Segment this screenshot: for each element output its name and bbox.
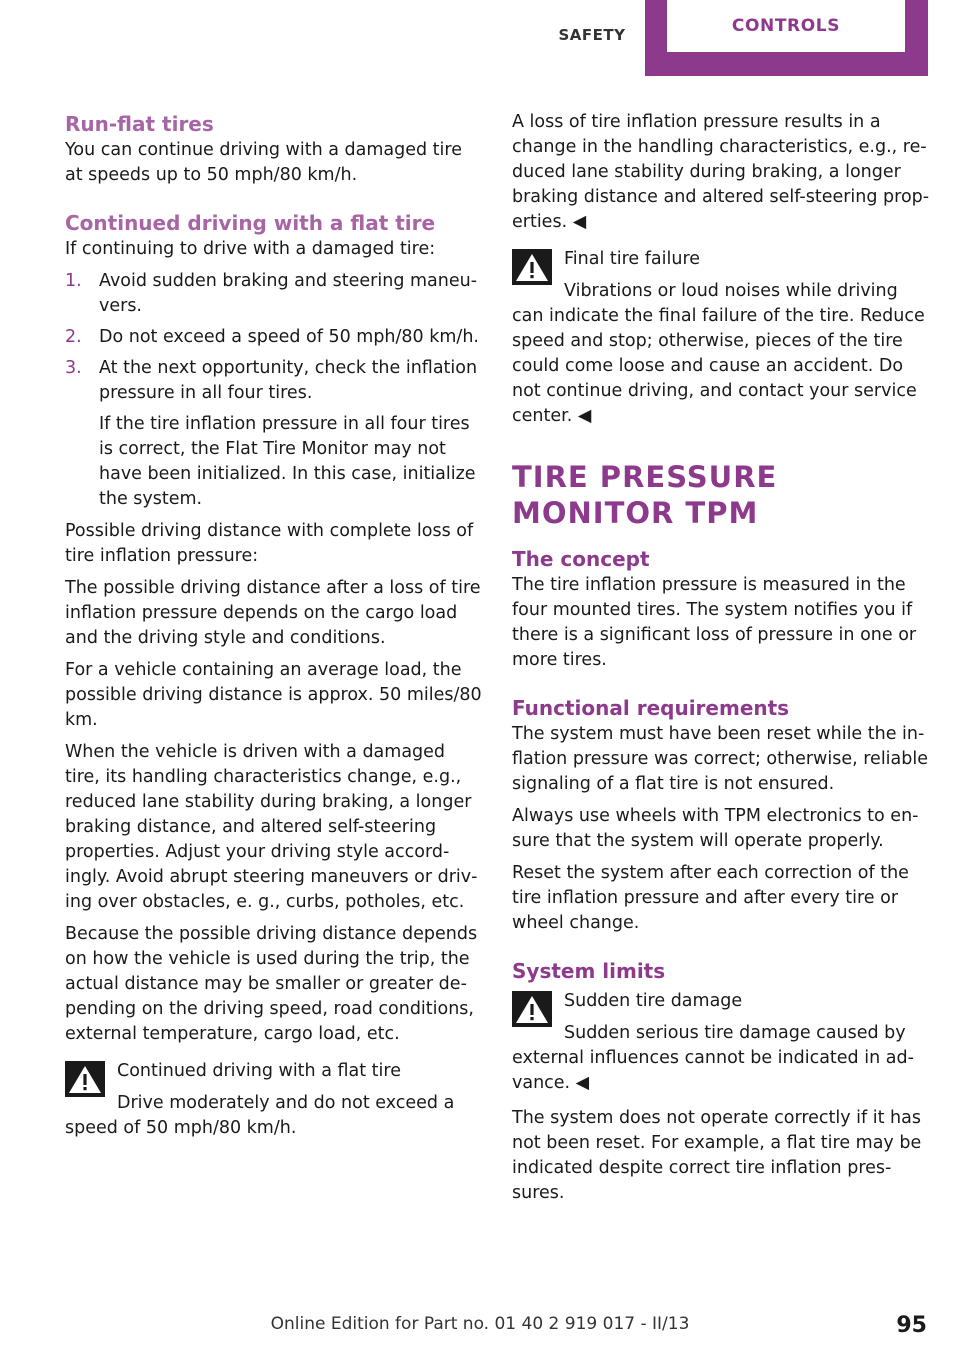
paragraph-limits: The system does not operate correctly if it has not been reset. For example, a flat tire may be indicated despite correct tire inflation pressures. bbox=[512, 1108, 922, 1203]
right-column bbox=[512, 110, 930, 1213]
paragraph-functional-1: The system must have been reset while the inflation pressure was correct; otherwise, reliable signaling of a flat tire is not ensured. bbox=[512, 724, 929, 794]
list-item bbox=[65, 325, 483, 350]
step-number: 3. bbox=[65, 358, 82, 378]
warning-triangle-icon bbox=[512, 991, 552, 1027]
step-number: 2. bbox=[65, 327, 82, 347]
step-text: At the next opportunity, check the inflation pressure in all four tires. bbox=[99, 358, 478, 403]
paragraph-intro: If continuing to drive with a damaged tire: bbox=[65, 239, 436, 259]
footer-edition: Online Edition for Part no. 01 40 2 919 017 - II/13 bbox=[270, 1314, 690, 1334]
paragraph-average-load: For a vehicle containing an average load, the possible driving distance is approx. 50 miles/80 km. bbox=[65, 660, 482, 730]
step-number: 1. bbox=[65, 271, 82, 291]
warning-title: Continued driving with a flat tire bbox=[117, 1061, 401, 1081]
step-subtext: If the tire inflation pressure in all four tires is correct, the Flat Tire Monitor may not have been initialized. In this case, initialize the system. bbox=[99, 414, 476, 509]
list-item bbox=[65, 269, 483, 319]
tab-safety[interactable]: SAFETY bbox=[558, 26, 626, 44]
warning-body: Sudden serious tire damage caused by external influences cannot be indicated in advance. ◀ bbox=[512, 1023, 914, 1093]
warning-title: Final tire failure bbox=[564, 249, 701, 269]
heading-tire-pressure-monitor: TIRE PRESSURE MONITOR TPM bbox=[512, 460, 778, 530]
left-column bbox=[65, 110, 483, 1151]
page-number: 95 bbox=[896, 1313, 927, 1338]
warning-triangle-icon bbox=[512, 249, 552, 285]
warning-body: Drive moderately and do not exceed a speed of 50 mph/80 km/h. bbox=[65, 1093, 455, 1138]
heading-system-limits: System limits bbox=[512, 959, 666, 983]
warning-final-failure bbox=[512, 247, 930, 429]
paragraph-distance-depends: The possible driving distance after a loss of tire inflation pressure depends on the cargo load and the driving style and conditions. bbox=[65, 578, 481, 648]
warning-body: Vibrations or loud noises while driving can indicate the final failure of the tire. Reduce speed and stop; otherwise, pieces of the tire could come loose and cause an accident. Do not continue driving, and contact your service center. ◀ bbox=[512, 281, 925, 426]
paragraph-distance-label: Possible driving distance with complete loss of tire inflation pressure: bbox=[65, 521, 474, 566]
warning-triangle-icon bbox=[65, 1061, 105, 1097]
paragraph-because: Because the possible driving distance depends on how the vehicle is used during the trip, the actual distance may be smaller or greater depending on the driving speed, road conditions, external temperature, cargo load, etc. bbox=[65, 924, 478, 1044]
warning-sudden-damage bbox=[512, 989, 930, 1096]
heading-continued-driving: Continued driving with a flat tire bbox=[65, 211, 436, 235]
paragraph-concept: The tire inflation pressure is measured in the four mounted tires. The system notifies you if there is a significant loss of pressure in one or more tires. bbox=[512, 575, 917, 670]
heading-concept: The concept bbox=[512, 547, 650, 571]
header-bar bbox=[0, 0, 960, 76]
tab-controls-label: CONTROLS bbox=[667, 0, 905, 52]
paragraph-damaged-tire: When the vehicle is driven with a damaged tire, its handling characteristics change, e.g., reduced lane stability during braking, a longer braking distance, and altered self-steering properties. Adjust your driving style accordingly. Avoid abrupt steering maneuvers or driving over obstacles, e. g., curbs, potholes, etc. bbox=[65, 742, 478, 912]
heading-functional-requirements: Functional requirements bbox=[512, 696, 790, 720]
list-item bbox=[65, 356, 483, 512]
step-text: Avoid sudden braking and steering maneuvers. bbox=[99, 271, 478, 316]
paragraph-loss-pressure: A loss of tire inflation pressure results in a change in the handling characteristics, e.g., reduced lane stability during braking, a longer braking distance and altered self-steering properties. ◀ bbox=[512, 112, 930, 232]
warning-title: Sudden tire damage bbox=[564, 991, 743, 1011]
paragraph-functional-2: Always use wheels with TPM electronics to ensure that the system will operate properly. bbox=[512, 806, 919, 851]
tab-controls[interactable] bbox=[645, 0, 928, 76]
step-text: Do not exceed a speed of 50 mph/80 km/h. bbox=[99, 327, 479, 347]
paragraph-functional-3: Reset the system after each correction of the tire inflation pressure and after every tire or wheel change. bbox=[512, 863, 909, 933]
paragraph-run-flat: You can continue driving with a damaged tire at speeds up to 50 mph/80 km/h. bbox=[65, 140, 462, 185]
heading-run-flat-tires: Run-flat tires bbox=[65, 112, 214, 136]
steps-list bbox=[65, 269, 483, 512]
warning-continued-driving bbox=[65, 1059, 483, 1141]
